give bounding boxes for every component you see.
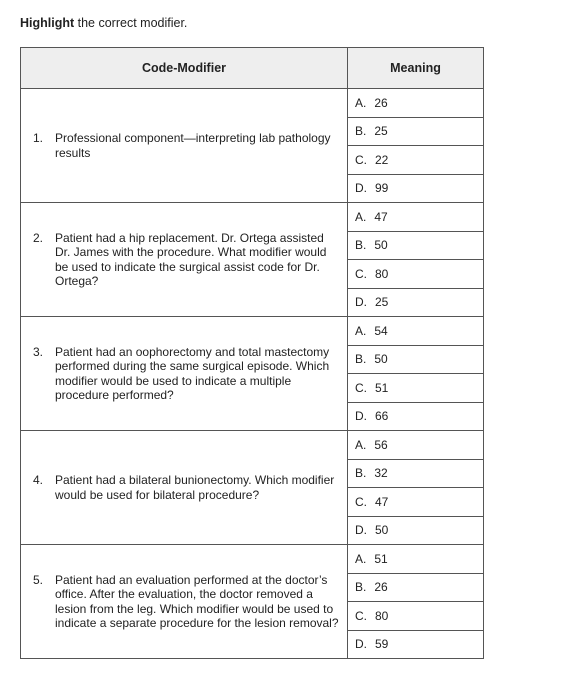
question-number: 4. — [33, 473, 44, 487]
answer-option[interactable] — [348, 630, 484, 659]
instruction-text — [20, 16, 187, 30]
option-letter: A. — [355, 209, 367, 224]
option-letter: C. — [355, 494, 367, 509]
option-letter: D. — [355, 523, 367, 538]
option-value: 50 — [374, 238, 388, 253]
option-value: 56 — [374, 437, 388, 452]
header-code-modifier: Code-Modifier — [21, 48, 348, 89]
question-text: Patient had an oophorectomy and total mastectomy performed during the same surgical episode. Which modifier would be used to indicate a multiple procedure performed? — [55, 344, 330, 402]
option-value: 66 — [375, 409, 389, 424]
option-letter: C. — [355, 608, 367, 623]
option-letter: D. — [355, 409, 367, 424]
answer-option[interactable] — [348, 431, 484, 460]
option-value: 99 — [375, 181, 389, 196]
answer-option[interactable] — [348, 146, 484, 175]
option-letter: C. — [355, 266, 367, 281]
option-value: 51 — [374, 551, 388, 566]
option-value: 47 — [374, 209, 388, 224]
answer-option[interactable] — [348, 516, 484, 545]
table-row — [21, 545, 484, 574]
answer-option[interactable] — [348, 231, 484, 260]
option-letter: A. — [355, 437, 367, 452]
option-letter: B. — [355, 352, 367, 367]
answer-option[interactable] — [348, 345, 484, 374]
answer-option[interactable] — [348, 488, 484, 517]
option-value: 50 — [375, 523, 389, 538]
question-number: 1. — [33, 131, 44, 145]
instruction-rest: the correct modifier. — [74, 16, 188, 30]
answer-option[interactable] — [348, 260, 484, 289]
header-row — [21, 48, 484, 89]
question-number: 3. — [33, 344, 44, 359]
option-value: 22 — [375, 152, 389, 167]
table-body — [21, 89, 484, 659]
option-value: 47 — [375, 494, 389, 509]
question-wrapper — [33, 473, 341, 502]
question-number: 5. — [33, 572, 44, 587]
option-letter: D. — [355, 637, 367, 652]
question-cell — [21, 203, 348, 317]
option-letter: D. — [355, 295, 367, 310]
question-cell — [21, 431, 348, 545]
option-value: 25 — [375, 295, 389, 310]
option-letter: A. — [355, 551, 367, 566]
answer-option[interactable] — [348, 317, 484, 346]
option-value: 50 — [374, 352, 388, 367]
question-cell — [21, 317, 348, 431]
option-value: 26 — [374, 95, 388, 110]
question-wrapper — [33, 345, 341, 403]
option-letter: B. — [355, 580, 367, 595]
instruction-bold: Highlight — [20, 16, 75, 30]
answer-option[interactable] — [348, 174, 484, 203]
answer-option[interactable] — [348, 545, 484, 574]
question-wrapper — [33, 131, 341, 160]
question-cell — [21, 545, 348, 659]
question-text: Patient had an evaluation performed at the doctor’s office. After the evaluation, the doctor removed a lesion from the leg. Which modifier would be used to indicate a separate procedure for the lesion removal? — [55, 572, 339, 630]
option-letter: C. — [355, 152, 367, 167]
question-text: Professional component—interpreting lab pathology results — [55, 131, 331, 160]
table-row — [21, 317, 484, 346]
question-number: 2. — [33, 230, 44, 245]
question-wrapper — [33, 231, 341, 289]
answer-option[interactable] — [348, 288, 484, 317]
option-letter: B. — [355, 466, 367, 481]
option-value: 26 — [374, 580, 388, 595]
answer-option[interactable] — [348, 402, 484, 431]
option-value: 80 — [375, 266, 389, 281]
question-text: Patient had a bilateral bunionectomy. Which modifier would be used for bilateral procedure? — [55, 473, 335, 502]
question-cell — [21, 89, 348, 203]
option-value: 54 — [374, 323, 388, 338]
answer-option[interactable] — [348, 117, 484, 146]
option-value: 32 — [374, 466, 388, 481]
answer-option[interactable] — [348, 374, 484, 403]
header-meaning: Meaning — [348, 48, 484, 89]
table-row — [21, 431, 484, 460]
option-letter: B. — [355, 238, 367, 253]
answer-option[interactable] — [348, 573, 484, 602]
table-row — [21, 203, 484, 232]
option-value: 25 — [374, 124, 388, 139]
answer-option[interactable] — [348, 203, 484, 232]
option-letter: C. — [355, 380, 367, 395]
modifier-table — [20, 47, 484, 659]
answer-option[interactable] — [348, 459, 484, 488]
option-letter: D. — [355, 181, 367, 196]
option-letter: A. — [355, 323, 367, 338]
option-letter: B. — [355, 124, 367, 139]
option-value: 51 — [375, 380, 389, 395]
option-value: 59 — [375, 637, 389, 652]
table-row — [21, 89, 484, 118]
question-text: Patient had a hip replacement. Dr. Ortega assisted Dr. James with the procedure. What modifier would be used to indicate the surgical assist code for Dr. Ortega? — [55, 230, 327, 288]
answer-option[interactable] — [348, 602, 484, 631]
option-value: 80 — [375, 608, 389, 623]
answer-option[interactable] — [348, 89, 484, 118]
option-letter: A. — [355, 95, 367, 110]
question-wrapper — [33, 573, 341, 631]
